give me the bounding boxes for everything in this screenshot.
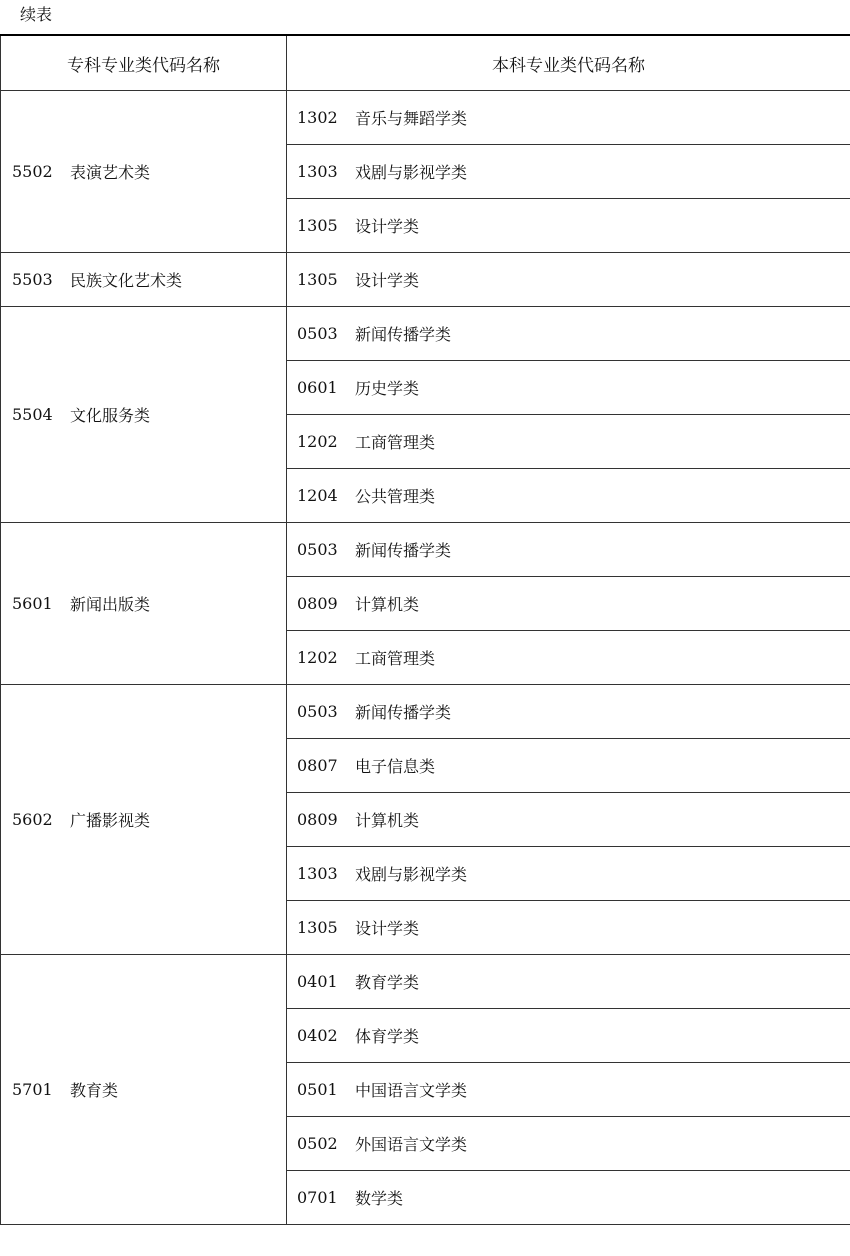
associate-major-code: 5504	[12, 405, 53, 424]
bachelor-major-code: 0401	[297, 972, 338, 991]
bachelor-major-name: 历史学类	[355, 379, 420, 398]
bachelor-major-code: 1302	[297, 108, 338, 127]
table-row	[1, 307, 850, 361]
bachelor-major-name: 戏剧与影视学类	[355, 865, 468, 884]
bachelor-major-cell	[287, 415, 850, 469]
bachelor-major-code: 0501	[297, 1080, 338, 1099]
associate-major-name: 民族文化艺术类	[70, 271, 183, 290]
header-bachelor-major: 本科专业类代码名称	[287, 35, 850, 91]
bachelor-major-name: 公共管理类	[355, 487, 436, 506]
bachelor-major-cell	[287, 523, 850, 577]
bachelor-major-name: 工商管理类	[355, 649, 436, 668]
bachelor-major-cell	[287, 253, 850, 307]
bachelor-major-code: 1202	[297, 432, 338, 451]
bachelor-major-cell	[287, 1063, 850, 1117]
bachelor-major-code: 1303	[297, 162, 338, 181]
associate-major-name: 新闻出版类	[70, 595, 151, 614]
bachelor-major-cell	[287, 307, 850, 361]
bachelor-major-cell	[287, 469, 850, 523]
bachelor-major-code: 0503	[297, 324, 338, 343]
associate-major-name: 广播影视类	[70, 811, 151, 830]
bachelor-major-name: 外国语言文学类	[355, 1135, 468, 1154]
table-row	[1, 955, 850, 1009]
bachelor-major-cell	[287, 361, 850, 415]
bachelor-major-cell	[287, 1009, 850, 1063]
bachelor-major-name: 教育学类	[355, 973, 420, 992]
table-row	[1, 91, 850, 145]
bachelor-major-code: 0503	[297, 540, 338, 559]
bachelor-major-cell	[287, 793, 850, 847]
bachelor-major-name: 戏剧与影视学类	[355, 163, 468, 182]
bachelor-major-name: 计算机类	[355, 811, 420, 830]
associate-major-cell	[1, 685, 287, 955]
major-mapping-table	[0, 34, 850, 1225]
bachelor-major-name: 计算机类	[355, 595, 420, 614]
bachelor-major-cell	[287, 631, 850, 685]
bachelor-major-code: 0601	[297, 378, 338, 397]
associate-major-cell	[1, 955, 287, 1225]
table-header-row	[1, 35, 850, 91]
bachelor-major-name: 中国语言文学类	[355, 1081, 468, 1100]
bachelor-major-code: 0701	[297, 1188, 338, 1207]
bachelor-major-name: 音乐与舞蹈学类	[355, 109, 468, 128]
bachelor-major-code: 0809	[297, 594, 338, 613]
associate-major-code: 5601	[12, 594, 53, 613]
bachelor-major-code: 0503	[297, 702, 338, 721]
bachelor-major-code: 1305	[297, 216, 338, 235]
table-body	[1, 91, 850, 1225]
bachelor-major-name: 新闻传播学类	[355, 325, 452, 344]
associate-major-cell	[1, 307, 287, 523]
table-caption: 续表	[20, 5, 53, 24]
bachelor-major-name: 工商管理类	[355, 433, 436, 452]
header-associate-major: 专科专业类代码名称	[1, 35, 287, 91]
bachelor-major-code: 1303	[297, 864, 338, 883]
associate-major-cell	[1, 91, 287, 253]
table-row	[1, 685, 850, 739]
bachelor-major-cell	[287, 1117, 850, 1171]
bachelor-major-code: 1204	[297, 486, 338, 505]
bachelor-major-code: 0502	[297, 1134, 338, 1153]
associate-major-name: 表演艺术类	[70, 163, 151, 182]
bachelor-major-name: 体育学类	[355, 1027, 420, 1046]
bachelor-major-cell	[287, 685, 850, 739]
bachelor-major-code: 0809	[297, 810, 338, 829]
bachelor-major-name: 设计学类	[355, 271, 420, 290]
bachelor-major-name: 新闻传播学类	[355, 541, 452, 560]
bachelor-major-code: 0807	[297, 756, 338, 775]
associate-major-code: 5602	[12, 810, 53, 829]
associate-major-cell	[1, 523, 287, 685]
bachelor-major-name: 数学类	[355, 1189, 404, 1208]
associate-major-name: 文化服务类	[70, 406, 151, 425]
bachelor-major-cell	[287, 199, 850, 253]
table-row	[1, 253, 850, 307]
bachelor-major-cell	[287, 1171, 850, 1225]
bachelor-major-code: 0402	[297, 1026, 338, 1045]
associate-major-code: 5502	[12, 162, 53, 181]
bachelor-major-cell	[287, 901, 850, 955]
bachelor-major-name: 设计学类	[355, 919, 420, 938]
bachelor-major-name: 电子信息类	[355, 757, 436, 776]
associate-major-name: 教育类	[70, 1081, 119, 1100]
bachelor-major-cell	[287, 145, 850, 199]
bachelor-major-cell	[287, 739, 850, 793]
bachelor-major-cell	[287, 847, 850, 901]
bachelor-major-name: 新闻传播学类	[355, 703, 452, 722]
table-row	[1, 523, 850, 577]
associate-major-code: 5503	[12, 270, 53, 289]
bachelor-major-code: 1202	[297, 648, 338, 667]
bachelor-major-cell	[287, 955, 850, 1009]
associate-major-code: 5701	[12, 1080, 53, 1099]
bachelor-major-cell	[287, 91, 850, 145]
bachelor-major-name: 设计学类	[355, 217, 420, 236]
bachelor-major-code: 1305	[297, 918, 338, 937]
bachelor-major-cell	[287, 577, 850, 631]
associate-major-cell	[1, 253, 287, 307]
bachelor-major-code: 1305	[297, 270, 338, 289]
